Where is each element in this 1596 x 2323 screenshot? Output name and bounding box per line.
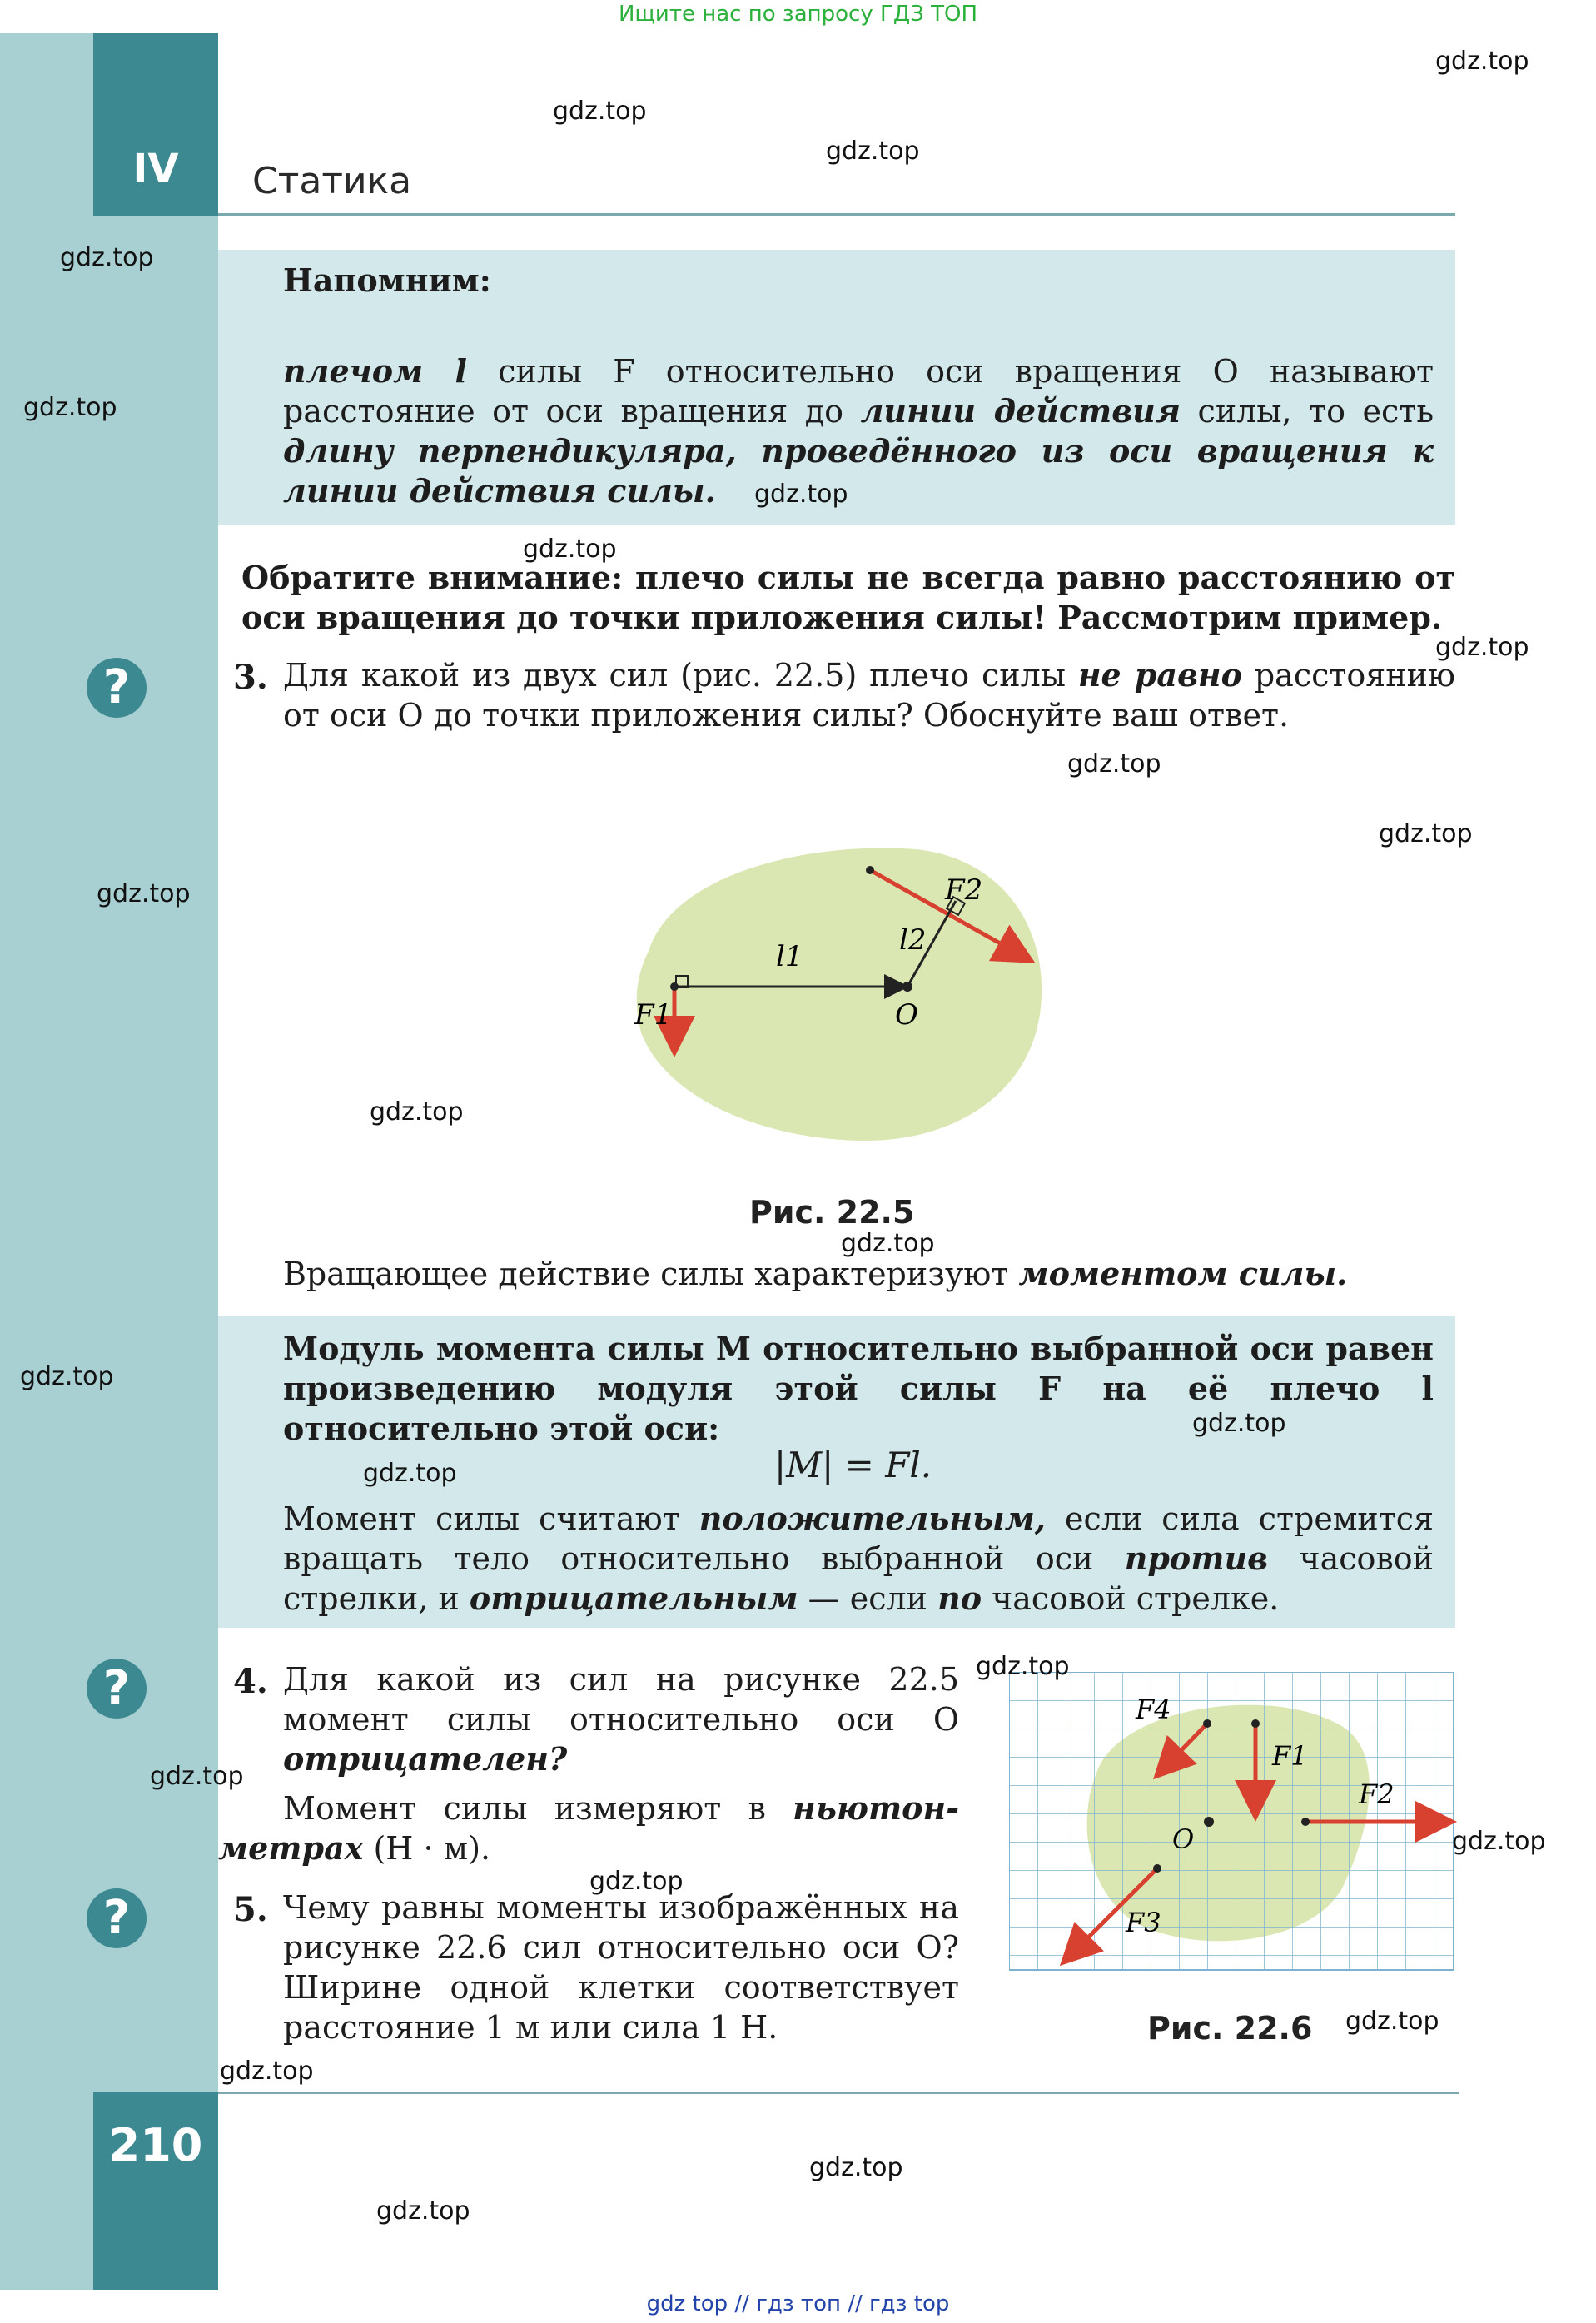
q5-number: 5. xyxy=(233,1890,268,1929)
remember-definition: плечом l силы F относительно оси вращения O называют расстояние от оси вращения до линии действия силы, то есть длину перпендикуляра, проведённого из оси вращения к линии действия силы. xyxy=(283,352,1434,510)
bottom-banner[interactable]: gdz top // гдз топ // гдз top xyxy=(646,2291,950,2316)
q3-number: 3. xyxy=(233,658,268,697)
watermark: gdz.top xyxy=(60,243,154,272)
figure-22-6-caption: Рис. 22.6 xyxy=(1147,2010,1313,2047)
footer-divider xyxy=(218,2092,1459,2094)
figure-22-5-caption: Рис. 22.5 xyxy=(749,1194,915,1231)
label-f2: F2 xyxy=(1359,1778,1395,1810)
label-l2: l2 xyxy=(899,923,927,957)
axis-o-point xyxy=(902,982,912,992)
watermark: gdz.top xyxy=(826,137,920,166)
label-f2: F2 xyxy=(945,873,983,907)
figure-22-6 xyxy=(1009,1672,1459,1972)
watermark: gdz.top xyxy=(809,2153,903,2182)
moment-sign-rule: Момент силы считают положительным, если сила стремится вращать тело относительно выбранной оси против часовой стрелки, и отрицательным — если по часовой стрелке. xyxy=(283,1500,1434,1617)
watermark: gdz.top xyxy=(370,1097,464,1127)
watermark: gdz.top xyxy=(97,879,191,908)
watermark: gdz.top xyxy=(523,535,617,564)
watermark: gdz.top xyxy=(976,1652,1070,1681)
watermark: gdz.top xyxy=(1192,1409,1286,1438)
moment-formula: |M| = Fl. xyxy=(774,1445,932,1485)
label-l1: l1 xyxy=(776,940,803,973)
q4-number: 4. xyxy=(233,1662,268,1701)
label-o: O xyxy=(895,998,918,1032)
remember-heading: Напомним: xyxy=(283,261,491,299)
units-paragraph: Момент силы измеряют в ньютон-метрах (Н · м). xyxy=(218,1789,959,1867)
watermark: gdz.top xyxy=(754,480,848,509)
watermark: gdz.top xyxy=(150,1762,244,1791)
watermark: gdz.top xyxy=(841,1229,935,1258)
q4-text: Для какой из сил на рисунке 22.5 момент силы относительно оси O отрицателен? xyxy=(283,1661,959,1778)
watermark: gdz.top xyxy=(553,97,647,126)
watermark: gdz.top xyxy=(1379,819,1473,848)
axis-o-point xyxy=(1204,1817,1214,1827)
top-banner[interactable]: Ищите нас по запросу ГДЗ ТОП xyxy=(618,2,978,27)
question-icon: ? xyxy=(87,1659,147,1719)
watermark: gdz.top xyxy=(220,2057,314,2086)
header-divider xyxy=(218,213,1455,216)
figure-22-5 xyxy=(599,824,1066,1174)
watermark: gdz.top xyxy=(1435,47,1529,76)
page-number: 210 xyxy=(108,2119,203,2171)
term-perpendicular: длину перпендикуляра, проведённого из оси вращения к линии действия силы. xyxy=(283,432,1434,510)
question-icon: ? xyxy=(87,1888,147,1948)
term-line-of-action: линии действия xyxy=(860,392,1181,430)
q5-text: Чему равны моменты изображённых на рисунке 22.6 сил относительно оси O? Ширине одной клетки соответствует расстояние 1 м или сила 1 Н. xyxy=(283,1889,959,2046)
watermark: gdz.top xyxy=(363,1459,457,1488)
term-arm: плечом l xyxy=(283,352,467,390)
label-f4: F4 xyxy=(1136,1694,1171,1725)
chapter-number: IV xyxy=(132,146,179,192)
watermark: gdz.top xyxy=(1435,633,1529,662)
label-f3: F3 xyxy=(1126,1907,1161,1938)
moment-definition: Модуль момента силы M относительно выбранной оси равен произведению модуля этой силы F на её плечо l относительно этой оси: xyxy=(283,1330,1434,1447)
watermark: gdz.top xyxy=(589,1867,684,1896)
watermark: gdz.top xyxy=(1345,2007,1439,2036)
watermark: gdz.top xyxy=(376,2196,470,2226)
watermark: gdz.top xyxy=(23,393,117,422)
chapter-title: Статика xyxy=(252,160,412,202)
watermark: gdz.top xyxy=(1067,749,1161,778)
q3-text: Для какой из двух сил (рис. 22.5) плечо силы не равно расстоянию от оси O до точки приложения силы? Обоснуйте ваш ответ. xyxy=(283,656,1455,734)
watermark: gdz.top xyxy=(1452,1827,1546,1856)
question-icon: ? xyxy=(87,658,147,718)
note-paragraph: Обратите внимание: плечо силы не всегда равно расстоянию от оси вращения до точки приложения силы! Рассмотрим пример. xyxy=(241,559,1455,636)
rotating-paragraph: Вращающее действие силы характеризуют моментом силы. xyxy=(283,1255,1348,1292)
page-sidebar xyxy=(0,33,218,2290)
label-f1: F1 xyxy=(634,998,673,1032)
label-f1: F1 xyxy=(1272,1740,1308,1772)
label-o: O xyxy=(1172,1823,1195,1855)
watermark: gdz.top xyxy=(20,1362,114,1391)
